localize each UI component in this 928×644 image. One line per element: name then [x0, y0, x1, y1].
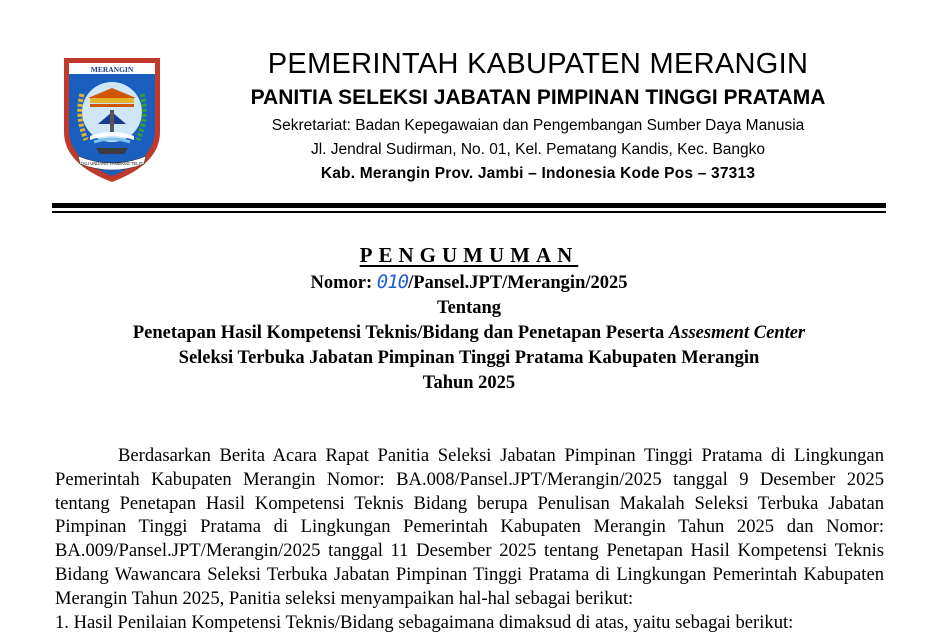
list-item-1: 1. Hasil Penilaian Kompetensi Teknis/Bidang sebagaimana dimaksud di atas, yaitu sebagai berikut: — [55, 611, 794, 633]
subject-line-2: Seleksi Terbuka Jabatan Pimpinan Tinggi Pratama Kabupaten Merangin — [178, 348, 760, 368]
svg-text:MERANGIN: MERANGIN — [90, 65, 134, 74]
announcement-body — [55, 444, 884, 634]
letterhead — [180, 44, 896, 186]
number-suffix: /Pansel.JPT/Merangin/2025 — [408, 273, 628, 293]
subject-line-1 — [40, 323, 898, 344]
opening-paragraph: Berdasarkan Berita Acara Rapat Panitia Seleksi Jabatan Pimpinan Tinggi Pratama di Lingkungan Pemerintah Kabupaten Merangin Nomor: BA.008/Pansel.JPT/Merangin/2025 tanggal 9 Desember 2025 tentang Penetapan Hasil Kompetensi Teknis Bidang berupa Penulisan Makalah Seleksi Terbuka Jabatan Pimpinan Tinggi Pratama di Lingkungan Pemerintah Kabupaten Merangin Tahun 2025 dan Nomor: BA.009/Pansel.JPT/Merangin/2025 tanggal 11 Desember 2025 tentang Penetapan Hasil Kompetensi Teknis Bidang Wawancara Seleksi Terbuka Jabatan Pimpinan Tinggi Pratama di Lingkungan Pemerintah Kabupaten Merangin Tahun 2025, Panitia seleksi menyampaikan hal-hal sebagai berikut: — [55, 445, 884, 609]
about-label: Tentang — [436, 298, 502, 318]
postal-address: Kab. Merangin Prov. Jambi – Indonesia Kode Pos – 37313 — [320, 165, 756, 182]
letterhead-divider-thick — [52, 203, 886, 208]
announcement-title: PENGUMUMAN — [359, 243, 579, 267]
subject-line-1-text: Penetapan Hasil Kompetensi Teknis/Bidang dan Penetapan Peserta — [132, 323, 669, 343]
committee-name: PANITIA SELEKSI JABATAN PIMPINAN TINGGI PRATAMA — [250, 86, 826, 109]
letterhead-divider-thin — [52, 211, 886, 213]
merangin-regency-emblem — [60, 54, 164, 186]
number-prefix: Nomor: — [310, 273, 377, 293]
subject-line-3: Tahun 2025 — [422, 373, 516, 393]
secretariat-line: Sekretariat: Badan Kepegawaian dan Pengembangan Sumber Daya Manusia — [271, 117, 805, 134]
announcement-number — [40, 271, 898, 294]
government-name: PEMERINTAH KABUPATEN MERANGIN — [267, 48, 809, 80]
svg-text:TALI UNDANG TAMBANG TELITI: TALI UNDANG TAMBANG TELITI — [80, 161, 144, 166]
street-address: Jl. Jendral Sudirman, No. 01, Kel. Pematang Kandis, Kec. Bangko — [310, 141, 766, 158]
handwritten-number: 010 — [376, 271, 409, 293]
subject-line-1-italic: Assesment Center — [668, 323, 806, 343]
